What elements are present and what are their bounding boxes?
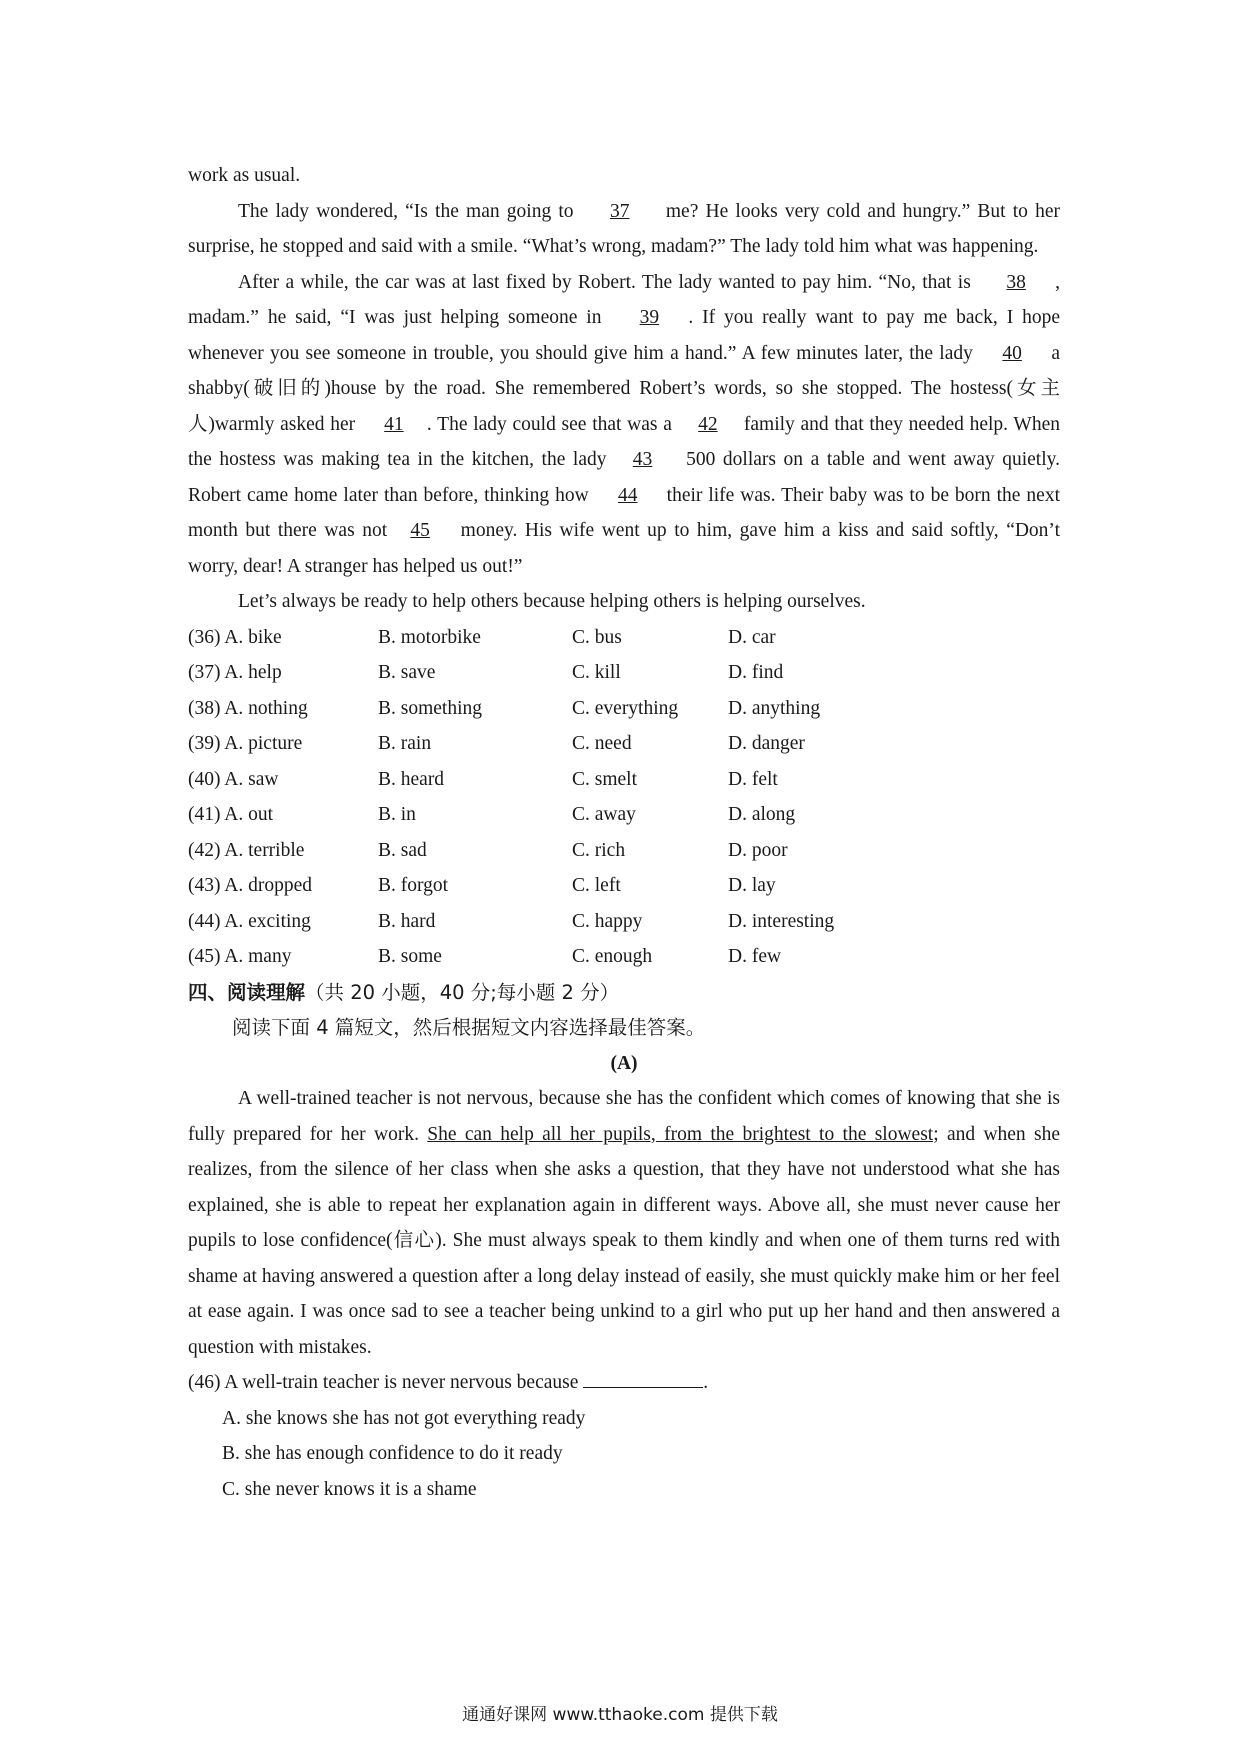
option-b: B. rain [378,733,432,754]
option-d: D. find [728,662,784,683]
passage-continuation: work as usual. [188,165,301,186]
text-segment: money. His wife went up to him, gave him a kiss and said softly, “Don’t worry, dear! A stranger has helped us out!” [188,520,1060,577]
option-c: C. enough [572,946,653,967]
option-a: (38) A. nothing [188,697,308,719]
option-c: C. smelt [572,768,638,790]
option-a: (44) A. exciting [188,910,311,932]
question-stem: (46) A well-train teacher is never nervous because [188,1372,584,1393]
section-heading [188,975,1060,1011]
option-row-41 [188,797,1060,833]
text-segment: . If you really want to pay me back, I hope whenever you see someone in trouble, you should give him a hand.” A few minutes later, the lady [188,307,1061,364]
cloze-paragraph-2 [188,265,1060,585]
option-row-37 [188,655,1060,691]
option-b: B. save [378,662,436,683]
option-b: B. motorbike [378,626,481,648]
text-segment: 500 dollars on a table and went away quietly. Robert came home later than before, thinking how [188,449,1060,506]
text-segment: their life was. Their baby was to be born the next month but there was not [188,484,1060,541]
blank-42: 42 [698,413,718,435]
option-d: D. along [728,804,796,825]
option-a: (40) A. saw [188,768,279,790]
text-segment: After a while, the car was at last fixed by Robert. The lady wanted to pay him. “No, that is [238,271,978,293]
option-c: C. happy [572,910,643,932]
option-b: B. sad [378,839,427,861]
option-c: C. kill [572,662,621,683]
blank-40: 40 [1002,342,1022,364]
option-c: C. need [572,733,632,754]
option-b: B. something [378,697,483,719]
question-46 [188,1365,1060,1401]
text-segment: A well-trained teacher is not nervous, because she has the confident which comes of knowing that she is fully prepared for her work. [188,1088,1060,1145]
option-row-43 [188,868,1060,904]
page-footer: 通通好课网 www.tthaoke.com 提供下载 [462,1705,778,1725]
option-row-45 [188,939,1060,975]
blank-41: 41 [384,413,404,435]
option-b: B. some [378,946,442,967]
option-row-44 [188,904,1060,940]
text-segment: a shabby(破旧的)house by the road. She remembered Robert’s words, so she stopped. The hostess(女主人)warmly asked her [188,342,1061,435]
passage-label: (A) [610,1052,638,1074]
text-segment: and when she realizes, from the silence of her class when she asks a question, that they have not understood what she has explained, she is able to repeat her explanation again in different ways. Above all, she must never cause her pupils to lose confidence(信心). She must always speak to them kindly and when one of them turns red with shame at having answered a question after a long delay instead of easily, she must quickly make him or her feel at ease again. I was once sad to see a teacher being unkind to a girl who put up her hand and then answered a question with mistakes. [188,1123,1061,1358]
option-a: (37) A. help [188,662,282,683]
option-a: (45) A. many [188,946,292,967]
page-content [188,158,1060,1507]
blank-39: 39 [639,307,660,328]
option-c: C. everything [572,697,679,719]
question-end: . [703,1372,709,1393]
option-row-40 [188,762,1060,798]
option-row-42 [188,833,1060,869]
option-a: (41) A. out [188,804,274,825]
answer-blank [583,1365,703,1388]
text-segment: , madam.” he said, “I was just helping someone in [188,271,1060,328]
option-d: D. lay [728,875,776,896]
cloze-options [188,620,1060,975]
option-c: C. away [572,804,636,825]
option-b: B. heard [378,768,445,790]
answer-option-c: C. she never knows it is a shame [222,1478,477,1500]
option-d: D. interesting [728,910,835,932]
option-b: B. forgot [378,875,449,896]
cloze-paragraph-1 [188,194,1060,265]
blank-38: 38 [1006,271,1026,293]
section-instruction: 阅读下面 4 篇短文，然后根据短文内容选择最佳答案。 [232,1016,706,1039]
option-c: C. left [572,875,621,896]
option-d: D. few [728,946,782,967]
section-scoring-note: （共 20 小题，40 分;每小题 2 分） [305,980,620,1004]
blank-43: 43 [632,449,653,470]
option-d: D. car [728,626,776,648]
answer-option-a: A. she knows she has not got everything ready [222,1407,586,1429]
option-d: D. poor [728,839,788,861]
option-a: (43) A. dropped [188,875,313,896]
text-segment: . The lady could see that was a [426,413,672,435]
text-segment: family and that they needed help. When the hostess was making tea in the kitchen, the lady [188,413,1060,470]
option-d: D. anything [728,697,821,719]
option-row-39 [188,726,1060,762]
option-d: D. felt [728,768,778,790]
option-row-36 [188,620,1060,656]
option-a: (42) A. terrible [188,839,305,861]
option-d: D. danger [728,733,805,754]
blank-45: 45 [410,520,430,541]
option-c: C. rich [572,839,626,861]
blank-44: 44 [617,484,638,506]
option-b: B. in [378,804,416,825]
section-title: 四、阅读理解 [188,980,306,1004]
option-a: (36) A. bike [188,626,282,648]
text-segment: me? He looks very cold and hungry.” But to her surprise, he stopped and said with a smile. “What’s wrong, madam?” The lady told him what was happening. [188,200,1060,257]
option-c: C. bus [572,626,622,648]
option-b: B. hard [378,910,436,932]
reading-passage-a [188,1081,1060,1365]
answer-option-b: B. she has enough confidence to do it ready [222,1443,563,1464]
underlined-sentence: She can help all her pupils, from the brightest to the slowest; [427,1123,939,1145]
option-row-38 [188,691,1060,727]
cloze-paragraph-3: Let’s always be ready to help others because helping others is helping ourselves. [238,591,866,612]
blank-37: 37 [609,200,630,222]
option-a: (39) A. picture [188,733,303,754]
text-segment: The lady wondered, “Is the man going to [238,200,581,222]
